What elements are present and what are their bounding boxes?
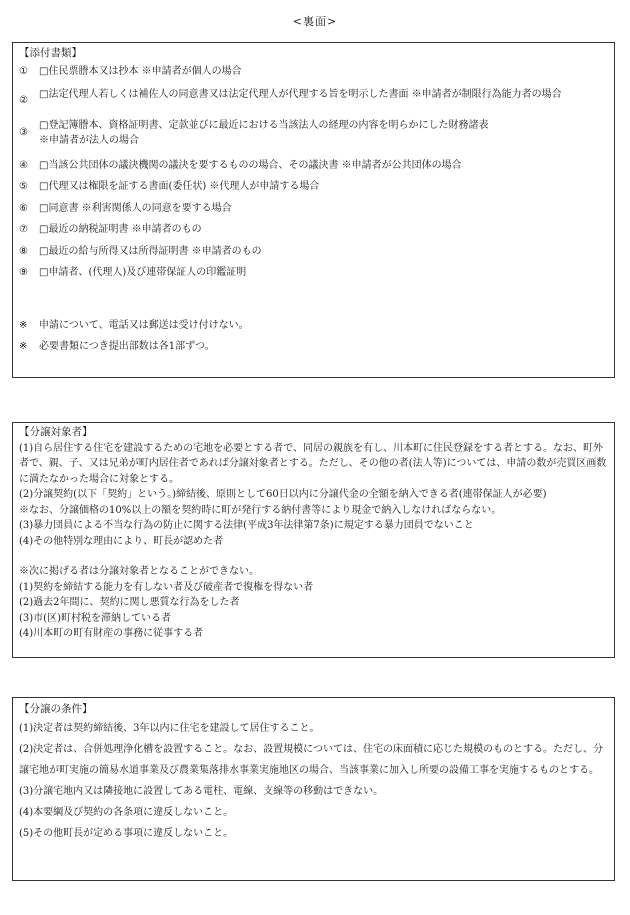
condition-item: (2)決定者は、合併処理浄化槽を設置すること。なお、設置規模については、住宅の床面積に応じた規模のものとする。ただし、分譲宅地が町実施の簡易水道事業及び農業集落排水事業実施地区の場合、当該事業に加入し所要の設備工事を実施するものとする。 (19, 744, 603, 776)
attachment-item (19, 181, 608, 194)
attachment-item (19, 87, 608, 108)
note-item (19, 320, 608, 333)
exclusion-item: (1)契約を締結する能力を有しない者及び破産者で復権を得ない者 (19, 581, 314, 593)
attachment-item (19, 224, 608, 237)
item-text: □同意書 ※利害関係人の同意を要する場合 (39, 202, 232, 214)
attachment-item (19, 246, 608, 259)
note-item (19, 341, 608, 354)
note-mark: ※ (19, 341, 28, 353)
eligible-paragraph: (3)暴力団員による不当な行為の防止に関する法律(平成3年法律第7条)に規定する暴力団員でないこと (19, 520, 474, 531)
exclusion-item: (4)川本町の町有財産の事務に従事する者 (19, 628, 204, 639)
exclusion-item: (3)市(区)町村税を滞納している者 (19, 612, 171, 624)
condition-item: (3)分譲宅地内又は隣接地に設置してある電柱、電線、支線等の移動はできない。 (19, 786, 384, 797)
item-text: □申請者、(代理人)及び連帯保証人の印鑑証明 (39, 267, 247, 279)
attachment-item (19, 160, 608, 173)
item-text: □住民票謄本又は抄本 ※申請者が個人の場合 (39, 66, 242, 78)
attachment-item (19, 66, 608, 79)
conditions-title: 【分譲の条件】 (19, 703, 93, 715)
note-text: 必要書類につき提出部数は各1部ずつ。 (39, 341, 215, 353)
item-text: □登記簿謄本、資格証明書、定款並びに最近における当該法人の経理の内容を明らかにした財務諸表 (39, 119, 489, 131)
item-number: ③ (19, 126, 28, 138)
item-number: ① (19, 66, 28, 78)
attachments-box (12, 42, 615, 378)
item-text: □法定代理人若しくは補佐人の同意書又は法定代理人が代理する旨を明示した書面 ※申請者が制限行為能力者の場合 (39, 88, 562, 100)
eligible-paragraph: (4)その他特別な理由により、町長が認めた者 (19, 535, 224, 547)
attachment-item (19, 203, 608, 216)
exclusion-item: (2)過去2年間に、契約に関し悪質な行為をした者 (19, 597, 240, 608)
eligible-paragraph: ※なお、分譲価格の10%以上の額を契約時に町が発行する納付書等により現金で納入しなければならない。 (19, 504, 502, 516)
note-mark: ※ (19, 319, 28, 331)
exclusion-title: ※次に掲げる者は分譲対象者となることができない。 (19, 566, 259, 577)
note-text: 申請について、電話又は郵送は受け付けない。 (39, 319, 249, 331)
conditions-box (12, 697, 615, 881)
eligible-paragraph: (2)分譲契約(以下「契約」という。)締結後、原則として60日以内に分譲代金の全額を納入できる者(連帯保証人が必要) (19, 489, 547, 500)
item-number: ⑨ (19, 267, 28, 279)
page-heading: <裏面> (292, 15, 338, 28)
item-number: ② (19, 94, 28, 106)
eligible-paragraph: (1)自ら居住する住宅を建設するための宅地を必要とする者で、同居の親族を有し、川本町に住民登録をする者とする。なお、町外者で、親、子、又は兄弟が町内居住者であれば分譲対象者とする。ただし、その他の者(法人等)については、申請の数が売買区画数に満たなかった場合に対象とする。 (19, 442, 607, 485)
item-text: □当該公共団体の議決機関の議決を要するものの場合、その議決書 ※申請者が公共団体の場合 (39, 159, 462, 171)
item-number: ⑧ (19, 245, 28, 257)
item-number: ⑤ (19, 181, 28, 193)
item-text-note: ※申請者が法人の場合 (39, 134, 139, 146)
item-number: ⑥ (19, 202, 28, 214)
condition-item: (4)本要綱及び契約の各条項に違反しないこと。 (19, 807, 234, 818)
eligible-box (12, 422, 615, 658)
item-text: □最近の給与所得又は所得証明書 ※申請者のもの (39, 245, 262, 257)
condition-item: (5)その他町長が定める事項に違反しないこと。 (19, 828, 234, 839)
attachment-item (19, 118, 608, 148)
attachments-title: 【添付書類】 (19, 47, 82, 59)
attachment-item (19, 267, 608, 280)
item-text: □代理又は権限を証する書面(委任状) ※代理人が申請する場合 (39, 181, 320, 193)
condition-item: (1)決定者は契約締結後、3年以内に住宅を建設して居住すること。 (19, 723, 320, 734)
item-text-block (39, 118, 608, 148)
item-number: ⑦ (19, 224, 28, 236)
item-text: □最近の納税証明書 ※申請者のもの (39, 224, 202, 236)
eligible-title: 【分譲対象者】 (19, 426, 93, 438)
item-number: ④ (19, 159, 28, 171)
